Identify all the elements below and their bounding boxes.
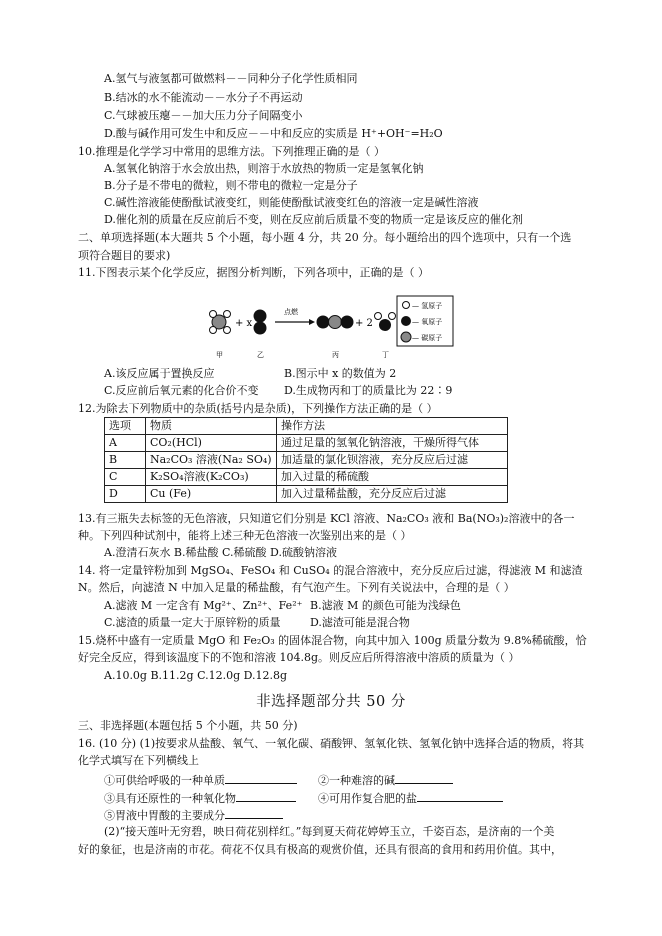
table-cell: 加入过量的稀硫酸 (277, 469, 508, 486)
q16-blank-5 (104, 806, 283, 824)
molecule-ding (375, 313, 396, 332)
table-header: 物质 (146, 418, 277, 435)
table-cell: B (105, 452, 146, 469)
table-cell: 加入过量稀盐酸，充分反应后过滤 (277, 486, 508, 503)
arrow-label: 点燃 (284, 308, 298, 316)
reaction-diagram (205, 295, 455, 363)
q15-stem: 15.烧杯中盛有一定质量 MgO 和 Fe₂O₃ 的固体混合物，向其中加入 100g 质量分数为 9.8%稀硫酸，恰 (78, 634, 587, 647)
q11-option-d: D.生成物丙和丁的质量比为 22∶9 (284, 384, 453, 397)
q10-stem: 10.推理是化学学习中常用的思维方法。下列推理正确的是（ ） (78, 145, 385, 158)
q13-options: A.澄清石灰水 B.稀盐酸 C.稀硫酸 D.硫酸钠溶液 (104, 546, 337, 559)
table-row (105, 452, 508, 469)
table-row (105, 486, 508, 503)
answer-blank[interactable] (395, 771, 453, 784)
table-cell: Na₂CO₃ 溶液(Na₂ SO₄) (146, 452, 277, 469)
label-ding: 丁 (382, 351, 389, 359)
q13-stem: 13.有三瓶失去标签的无色溶液，只知道它们分别是 KCl 溶液、Na₂CO₃ 液和 Ba(NO₃)₂溶液中的各一 (78, 512, 575, 525)
q9-option-c: C.气球被压瘪－－加大压力分子间隔变小 (104, 109, 303, 122)
q9-option-b: B.结冰的水不能流动－－水分子不再运动 (104, 91, 303, 104)
q9-option-a: A.氢气与液氢都可做燃料－－同种分子化学性质相同 (104, 72, 358, 85)
q14-option-c: C.滤渣的质量一定大于原锌粉的质量 (104, 616, 281, 629)
q10-option-b: B.分子是不带电的微粒，则不带电的微粒一定是分子 (104, 179, 358, 192)
molecule-yi (254, 310, 267, 335)
label-bing: 丙 (332, 351, 339, 359)
q10-option-d: D.催化剂的质量在反应前后不变，则在反应前后质量不变的物质一定是该反应的催化剂 (104, 213, 523, 226)
legend (397, 296, 453, 346)
table-cell: C (105, 469, 146, 486)
blank-5-prompt: ⑤胃液中胃酸的主要成分 (104, 809, 225, 822)
q11-option-b: B.图示中 x 的数值为 2 (284, 367, 397, 380)
q16-blank-1 (104, 771, 297, 789)
q16-blank-2 (318, 771, 453, 789)
q16-stem-cont: 化学式填写在下列横线上 (78, 754, 199, 767)
q14-stem-cont: N。然后，向滤渣 N 中加入足量的稀盐酸，有气泡产生。下列有关说法中，合理的是（ ） (78, 581, 515, 594)
q16-part2: (2)“接天莲叶无穷碧，映日荷花别样红。”每到夏天荷花婷婷玉立，千姿百态，是济南的一个美 (104, 825, 555, 838)
q9-option-d: D.酸与碱作用可发生中和反应－－中和反应的实质是 H⁺+OH⁻=H₂O (104, 127, 443, 140)
table-row (105, 435, 508, 452)
section2-instructions-cont: 项符合题目的要求) (78, 249, 171, 262)
q11-option-c: C.反应前后氧元素的化合价不变 (104, 384, 259, 397)
table-header-row (105, 418, 508, 435)
blank-2-prompt: ②一种难溶的碱 (318, 774, 395, 787)
q14-option-a: A.滤液 M 一定含有 Mg²⁺、Zn²⁺、Fe²⁺ (104, 599, 303, 612)
table-cell: A (105, 435, 146, 452)
blank-1-prompt: ①可供给呼吸的一种单质 (104, 774, 225, 787)
q16-stem: 16. (10 分) (1)按要求从盐酸、氧气、一氧化碳、硝酸钾、氢氧化铁、氢氧化钠中选择合适的物质，将其 (78, 737, 585, 750)
section3-instructions: 三、非选择题(本题包括 5 个小题，共 50 分) (78, 719, 298, 732)
q10-option-a: A.氢氧化钠溶于水会放出热，则溶于水放热的物质一定是氢氧化钠 (104, 162, 424, 175)
blank-3-prompt: ③具有还原性的一种氧化物 (104, 792, 236, 805)
table-cell: 加适量的氯化钡溶液，充分反应后过滤 (277, 452, 508, 469)
answer-blank[interactable] (225, 771, 297, 784)
q15-stem-cont: 好完全反应，得到该温度下的不饱和溶液 104.8g。则反应后所得溶液中溶质的质量为（ ） (78, 651, 520, 664)
q16-part2-cont: 好的象征，也是济南的市花。荷花不仅具有极高的观赏价值，还具有很高的食用和药用价值。其中， (78, 843, 562, 856)
label-yi: 乙 (257, 351, 264, 359)
table-cell: Cu (Fe) (146, 486, 277, 503)
q16-blank-3 (104, 789, 296, 807)
table-cell: CO₂(HCl) (146, 435, 277, 452)
section2-instructions: 二、单项选择题(本大题共 5 个小题，每小题 4 分，共 20 分。每小题给出的四个选项中，只有一个选 (78, 231, 572, 244)
q11-option-a: A.该反应属于置换反应 (104, 367, 215, 380)
table-cell: K₂SO₄溶液(K₂CO₃) (146, 469, 277, 486)
q14-option-b: B.滤液 M 的颜色可能为浅绿色 (310, 599, 461, 612)
answer-blank[interactable] (225, 806, 283, 819)
table-header: 操作方法 (277, 418, 508, 435)
coef-2: + 2 (355, 318, 373, 329)
q12-stem: 12.为除去下列物质中的杂质(括号内是杂质)，下列操作方法正确的是（ ） (78, 402, 438, 415)
table-cell: D (105, 486, 146, 503)
table-row (105, 469, 508, 486)
label-jia: 甲 (216, 351, 223, 359)
molecule-jia (210, 311, 231, 334)
table-header: 选项 (105, 418, 146, 435)
part2-heading: 非选择题部分共 50 分 (256, 694, 406, 710)
q14-stem: 14. 将一定量锌粉加到 MgSO₄、FeSO₄ 和 CuSO₄ 的混合溶液中，充分反应后过滤，得滤液 M 和滤渣 (78, 564, 583, 577)
legend-oxygen: — 氧原子 (412, 318, 443, 326)
q15-options: A.10.0g B.11.2g C.12.0g D.12.8g (104, 669, 288, 682)
q14-option-d: D.滤渣可能是混合物 (310, 616, 410, 629)
q11-stem: 11.下图表示某个化学反应，据图分析判断，下列各项中，正确的是（ ） (78, 266, 429, 279)
legend-hydrogen: — 氢原子 (412, 302, 443, 310)
answer-blank[interactable] (417, 789, 503, 802)
q16-blank-4 (318, 789, 503, 807)
q10-option-c: C.碱性溶液能使酚酞试液变红，则能使酚酞试液变红色的溶液一定是碱性溶液 (104, 196, 479, 209)
blank-4-prompt: ④可用作复合肥的盐 (318, 792, 417, 805)
q13-stem-cont: 种。下列四种试剂中，能将上述三种无色溶液一次鉴别出来的是（ ） (78, 529, 412, 542)
q12-table (104, 417, 508, 503)
answer-blank[interactable] (236, 789, 296, 802)
molecule-bing (317, 316, 354, 329)
coef-x: + x (235, 318, 253, 329)
legend-carbon: — 碳原子 (412, 334, 443, 342)
table-cell: 通过足量的氢氧化钠溶液，干燥所得气体 (277, 435, 508, 452)
